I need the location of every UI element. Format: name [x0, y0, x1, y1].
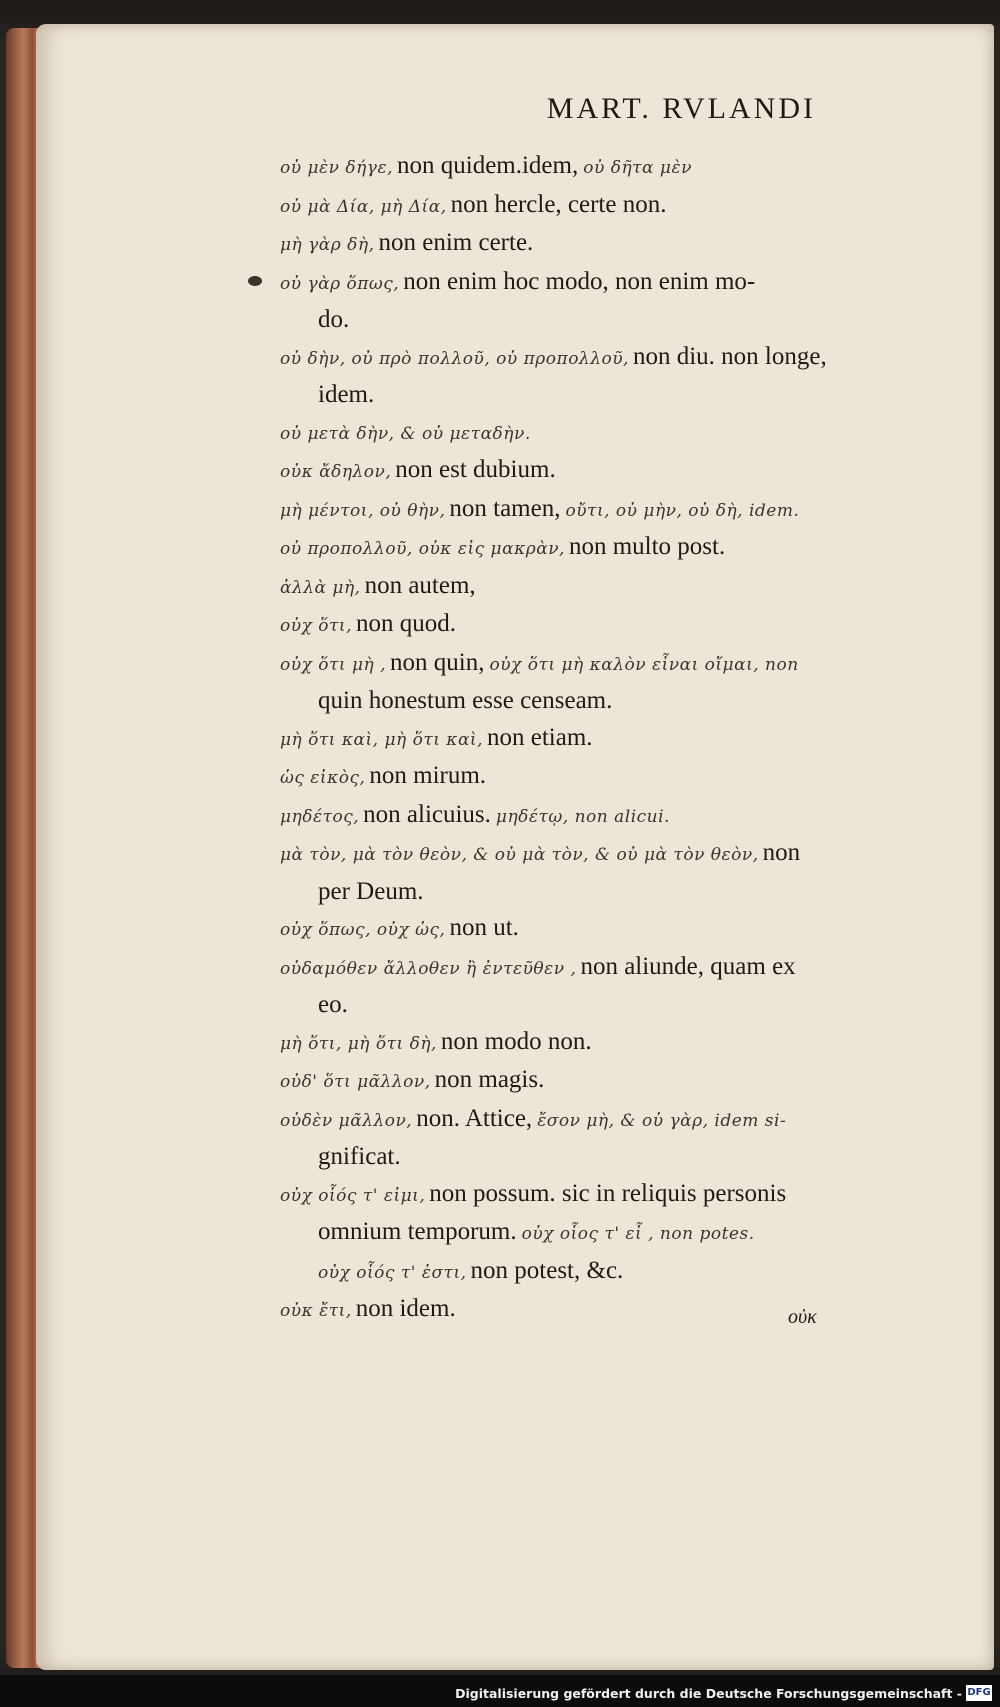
greek-phrase: οὐ μὲν δήγε,	[280, 158, 393, 178]
greek-phrase-secondary: οὐχ οἷος τ' εἶ , non potes.	[521, 1224, 755, 1244]
greek-phrase: οὐχ ὅτι,	[280, 616, 352, 636]
ink-mark	[248, 276, 262, 286]
text-line	[280, 910, 940, 949]
greek-phrase: οὐ γὰρ ὅπως,	[280, 273, 400, 294]
greek-phrase: οὐκ ἄδηλον,	[280, 462, 392, 482]
greek-phrase: ὡς εἰκὸς,	[280, 768, 366, 788]
footer-credit: Digitalisierung gefördert durch die Deutsche Forschungsgemeinschaft -	[455, 1686, 962, 1701]
greek-phrase: οὐ δὴν, οὐ πρὸ πολλοῦ, οὐ προπολλοῦ,	[280, 348, 629, 369]
latin-gloss: non autem,	[364, 571, 476, 599]
text-line	[280, 683, 940, 720]
greek-phrase: μηδέτος,	[280, 806, 360, 827]
greek-phrase: οὐκ ἔτι,	[280, 1301, 352, 1321]
text-line	[280, 302, 940, 339]
text-line	[280, 835, 940, 874]
latin-gloss: non etiam.	[487, 723, 593, 751]
greek-phrase: οὐχ ὅπως, οὐχ ὡς,	[280, 920, 446, 940]
latin-gloss: non possum. sic in reliquis personis	[429, 1179, 787, 1207]
dfg-logo: DFG	[966, 1685, 992, 1701]
latin-gloss: non aliunde, quam ex	[580, 952, 796, 980]
latin-gloss: non enim certe.	[378, 229, 534, 256]
greek-phrase: μὴ ὅτι, μὴ ὅτι δὴ,	[280, 1033, 437, 1054]
text-line	[280, 339, 940, 378]
latin-gloss: gnificat.	[318, 1143, 401, 1170]
text-line	[280, 1024, 940, 1063]
latin-gloss: non. Attice,	[416, 1104, 533, 1132]
text-line	[280, 1062, 940, 1101]
latin-gloss: non hercle, certe non.	[450, 190, 667, 218]
text-line	[280, 1139, 940, 1176]
text-line	[280, 187, 940, 226]
text-line	[280, 1176, 940, 1215]
greek-phrase-secondary: οὐ δῆτα μὲν	[583, 158, 692, 178]
latin-gloss: non est dubium.	[395, 456, 556, 483]
text-line	[280, 874, 940, 911]
latin-gloss: non alicuius.	[363, 800, 491, 828]
text-line	[280, 949, 940, 988]
page-header: MART. RVLANDI	[546, 92, 816, 125]
latin-gloss: per Deum.	[318, 877, 424, 905]
greek-phrase: μὴ ὅτι καὶ, μὴ ὅτι καὶ,	[280, 729, 483, 750]
greek-phrase: μὴ γὰρ δὴ,	[280, 235, 375, 255]
latin-gloss: non quin,	[390, 648, 485, 676]
latin-gloss: idem.	[318, 381, 375, 408]
greek-phrase: μὰ τὸν, μὰ τὸν θεὸν, & οὐ μὰ τὸν, & οὐ μὰ τὸν θεὸν,	[280, 845, 759, 865]
latin-gloss: non potest, &c.	[470, 1256, 624, 1284]
text-line	[280, 225, 940, 264]
text-line	[280, 491, 940, 530]
greek-phrase-secondary: μηδέτῳ, non alicui.	[495, 806, 670, 827]
latin-gloss: omnium temporum.	[318, 1218, 517, 1245]
text-line	[280, 1291, 940, 1330]
greek-phrase: ἀλλὰ μὴ,	[280, 577, 361, 598]
text-line	[280, 452, 940, 491]
greek-phrase: οὐδ' ὅτι μᾶλλον,	[280, 1072, 431, 1092]
greek-phrase: οὐχ οἷός τ' εἰμι,	[280, 1185, 426, 1206]
text-line	[280, 645, 940, 684]
latin-gloss: non modo non.	[440, 1027, 592, 1055]
latin-gloss: non tamen,	[449, 494, 561, 522]
greek-phrase: οὐ μετὰ δὴν, & οὐ μεταδὴν.	[280, 423, 531, 444]
text-line	[280, 414, 940, 453]
latin-gloss: non quod.	[355, 610, 456, 637]
latin-gloss: non magis.	[434, 1066, 545, 1093]
latin-gloss: non multo post.	[568, 533, 726, 560]
latin-gloss: non enim hoc modo, non enim mo-	[403, 267, 756, 295]
text-line	[280, 1101, 940, 1140]
latin-gloss: eo.	[318, 991, 348, 1018]
greek-phrase-secondary: ἔσον μὴ, & οὐ γὰρ, idem si-	[537, 1110, 787, 1131]
text-line	[280, 529, 940, 568]
latin-gloss: non	[762, 839, 801, 866]
text-line	[280, 1253, 940, 1292]
text-line	[280, 264, 940, 303]
text-line	[280, 987, 940, 1024]
latin-gloss: non idem.	[355, 1295, 456, 1322]
greek-phrase: μὴ μέντοι, οὐ θὴν,	[280, 500, 446, 521]
text-line	[280, 720, 940, 759]
greek-phrase-secondary: οὐχ ὅτι μὴ καλὸν εἶναι οἴμαι, non	[489, 654, 799, 675]
latin-gloss: non quidem.idem,	[397, 152, 579, 179]
greek-phrase: οὐδὲν μᾶλλον,	[280, 1110, 413, 1131]
greek-phrase: οὐ προπολλοῦ, οὐκ εἰς μακρὰν,	[280, 539, 565, 559]
text-line	[280, 148, 940, 187]
text-line	[280, 797, 940, 836]
latin-gloss: non mirum.	[369, 762, 487, 789]
latin-gloss: quin honestum esse censeam.	[318, 687, 613, 714]
greek-phrase: οὐχ οἷός τ' ἐστι,	[318, 1262, 467, 1283]
latin-gloss: non diu. non longe,	[632, 342, 827, 370]
footer-bar	[0, 1675, 1000, 1707]
catchword: οὐκ	[788, 1306, 817, 1328]
greek-phrase: οὐχ ὅτι μὴ ,	[280, 654, 387, 675]
text-line	[280, 1214, 940, 1253]
text-line	[280, 568, 940, 607]
text-line	[280, 377, 940, 414]
text-line	[280, 606, 940, 645]
latin-gloss: do.	[318, 306, 350, 333]
text-line	[280, 758, 940, 797]
latin-gloss: non ut.	[449, 914, 519, 941]
page-body	[280, 148, 940, 1330]
greek-phrase: οὐ μὰ Δία, μὴ Δία,	[280, 196, 447, 217]
greek-phrase: οὐδαμόθεν ἄλλοθεν ἢ ἐντεῦθεν ,	[280, 958, 577, 979]
greek-phrase-secondary: οὔτι, οὐ μὴν, οὐ δὴ, idem.	[565, 500, 800, 521]
